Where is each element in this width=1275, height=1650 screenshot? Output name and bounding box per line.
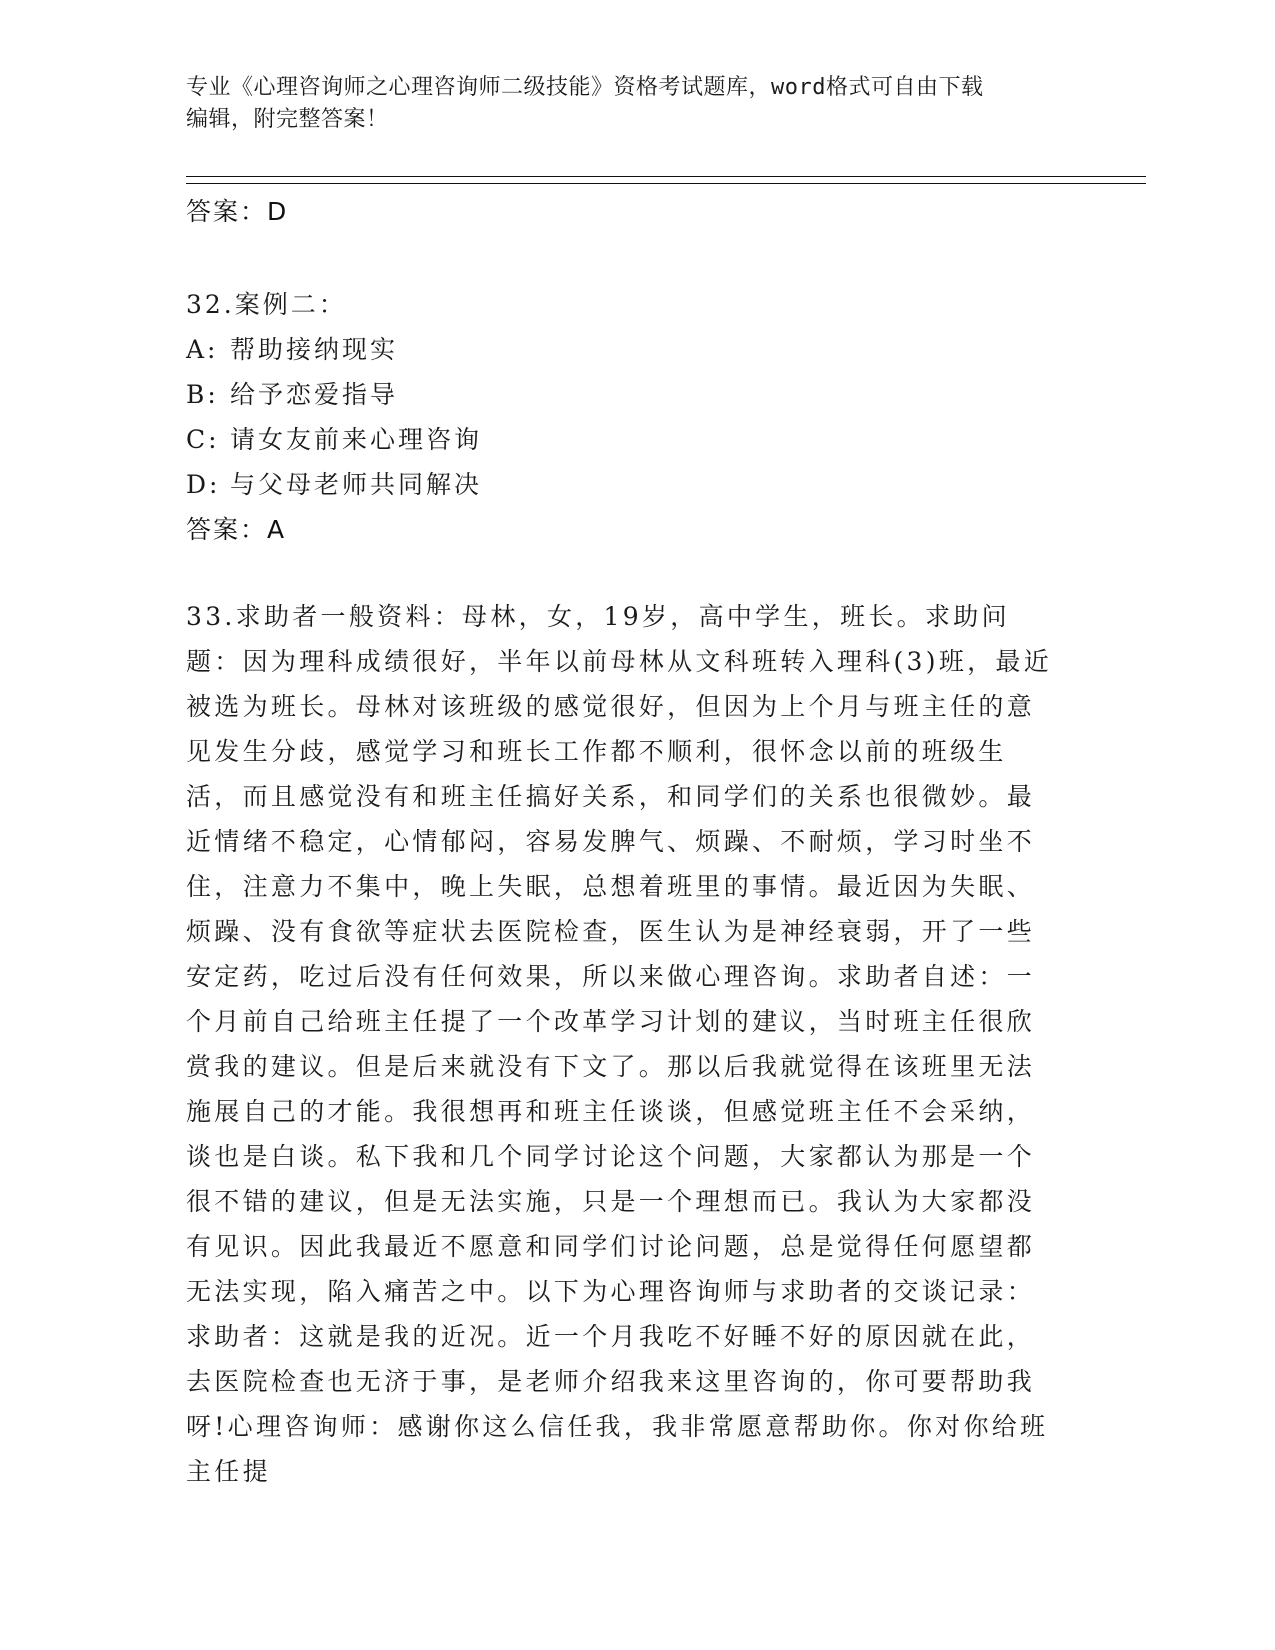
- document-header: [186, 72, 1066, 136]
- header-rule-bottom: [186, 183, 1146, 184]
- header-rule-top: [186, 176, 1146, 177]
- option-c: [186, 417, 482, 462]
- option-key: D:: [186, 470, 221, 499]
- option-key: A:: [186, 335, 219, 364]
- answer-line: 答案：A: [186, 515, 287, 544]
- option-b: [186, 372, 482, 417]
- option-text: 与父母老师共同解决: [230, 470, 483, 499]
- question-32: [186, 282, 482, 507]
- header-line-1: 专业《心理咨询师之心理咨询师二级技能》资格考试题库，word格式可自由下载: [186, 75, 984, 100]
- option-key: C:: [186, 425, 220, 454]
- question-33: 33.求助者一般资料：母林，女，19岁，高中学生，班长。求助问题：因为理科成绩很好，半年以前母林从文科班转入理科(3)班，最近被选为班长。母林对该班级的感觉很好，但因为上个月与班主任的意见发生分歧，感觉学习和班长工作都不顺利，很怀念以前的班级生活，而且感觉没有和班主任搞好关系，和同学们的关系也很微妙。最近情绪不稳定，心情郁闷，容易发脾气、烦躁、不耐烦，学习时坐不住，注意力不集中，晚上失眠，总想着班里的事情。最近因为失眠、烦躁、没有食欲等症状去医院检查，医生认为是神经衰弱，开了一些安定药，吃过后没有任何效果，所以来做心理咨询。求助者自述：一个月前自己给班主任提了一个改革学习计划的建议，当时班主任很欣赏我的建议。但是后来就没有下文了。那以后我就觉得在该班里无法施展自己的才能。我很想再和班主任谈谈，但感觉班主任不会采纳，谈也是白谈。私下我和几个同学讨论这个问题，大家都认为那是一个很不错的建议，但是无法实施，只是一个理想而已。我认为大家都没有见识。因此我最近不愿意和同学们讨论问题，总是觉得任何愿望都无法实现，陷入痛苦之中。以下为心理咨询师与求助者的交谈记录：求助者：这就是我的近况。近一个月我吃不好睡不好的原因就在此，去医院检查也无济于事，是老师介绍我来这里咨询的，你可要帮助我呀!心理咨询师：感谢你这么信任我，我非常愿意帮助你。你对你给班主任提: [186, 602, 1053, 1486]
- header-line-2: 编辑，附完整答案！: [186, 107, 389, 132]
- option-key: B:: [186, 380, 219, 409]
- option-text: 帮助接纳现实: [230, 335, 399, 364]
- question-stem: 32.案例二：: [186, 290, 347, 319]
- answer-line: 答案：D: [186, 197, 289, 226]
- option-text: 请女友前来心理咨询: [230, 425, 483, 454]
- option-d: [186, 462, 482, 507]
- option-a: [186, 327, 482, 372]
- option-text: 给予恋爱指导: [230, 380, 399, 409]
